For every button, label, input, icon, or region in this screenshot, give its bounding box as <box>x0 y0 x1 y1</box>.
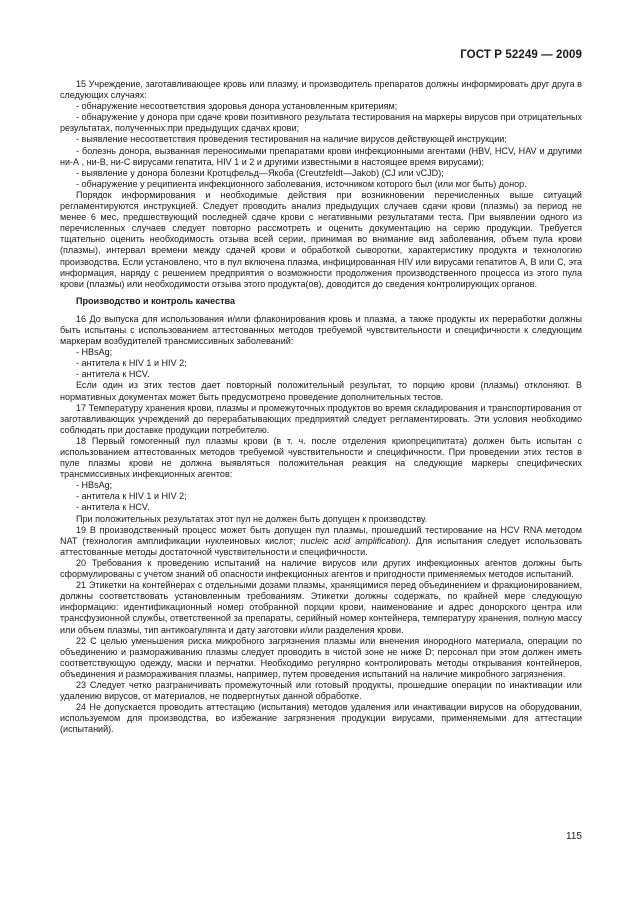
paragraph: 18 Первый гомогенный пул плазмы крови (в т. ч. после отделения криопреципитата) должен быть испытан с использованием аттестованных методов требуемой чувствительности и специфичности. При проведении этих тестов в пуле плазмы крови не должна выявляться положительная реакция на следующие маркеры специфических трансмиссивных инфекционных агентов: <box>60 435 582 480</box>
paragraph: 23 Следует четко разграничивать промежуточный или готовый продукты, прошедшие операции по инактивации или удалению вирусов, от материалов, не подвергнутых данной обработке. <box>60 679 582 702</box>
list-item: - выявление несоответствия проведения тестирования на наличие вирусов действующей инструкции; <box>76 134 507 145</box>
document-body <box>60 79 582 735</box>
paragraph: 16 До выпуска для использования и/или флаконирования кровь и плазма, а также продукты их переработки должны быть испытаны с использованием аттестованных методов требуемой чувствительности и специфичности к следующим маркерам возбудителей трансмиссивных заболеваний: <box>60 313 582 347</box>
list-item: - антитела к HCV. <box>76 502 150 513</box>
paragraph: 22 С целью уменьшения риска микробного загрязнения плазмы или вненения инородного материала, операции по объединению и размораживанию плазмы следует проводить в чистой зоне не ниже D; персонал при этом должен иметь соответствующую одежду, маски и перчатки. Необходимо регулярно контролировать методы открывания контейнеров, объединения и размораживания плазмы, например, путем проведения испытаний на наличие микробного загрязнения. <box>60 635 582 679</box>
paragraph: При положительных результатах этот пул не должен быть допущен к производству. <box>76 513 428 524</box>
paragraph: 15 Учреждение, заготавливающее кровь или плазму, и производитель препаратов должны информировать друг друга в следующих случаях: <box>60 79 582 101</box>
list-item: - обнаружение у донора при сдаче крови позитивного результата тестирования на маркеры вирусов при отрицательных результатах, полученных при предыдущих сдачах крови; <box>60 112 582 134</box>
list-item: - обнаружение у реципиента инфекционного заболевания, источником которого был (или мог быть) донор. <box>76 178 527 189</box>
paragraph: Порядок информирования и необходимые действия при возникновении перечисленных выше ситуаций регламентируются инструкцией. Следует проводить анализ предыдущих случаев сдачи крови (плазмы) за период не менее 6 мес, предшествующий последней сдаче крови с негативными результатами теста. При выявлении одного из перечисленных случаев следует повторно рассмотреть и оценить документацию на серию продукции. Требуется тщательно оценить необходимость отзыва всей серии, принимая во внимание вид заболевания, объем пула крови (плазмы), интервал времени между сдачей крови и обработкой сыворотки, характеристику продукта и технологию производства. Если установлено, что в пул включена плазма, инфицированная HIV или вирусами гепатитов А, В или С, эта информация, наряду с решением предприятия о возможности продолжения производственного процесса из этого пула крови (плазмы) или необходимости отзыва этого продукта(ов), доводится до сведения контролирующих органов. <box>60 189 582 289</box>
paragraph: 20 Требования к проведению испытаний на наличие вирусов или других инфекционных агентов должны быть сформулированы с учетом знаний об опасности инфекционных агентов и пригодности применяемых методов испытаний. <box>60 557 582 580</box>
section-heading: Производство и контроль качества <box>76 295 236 306</box>
list-item: - болезнь донора, вызванная переносимыми препаратами крови инфекционными агентами (HBV, HCV, HAV и другими ни-А , ни-В, ни-С вирусами гепатита, HIV 1 и 2 и другими известными в настоящее время вирусами); <box>60 145 582 167</box>
document-code: ГОСТ Р 52249 — 2009 <box>460 49 582 61</box>
paragraph: Если один из этих тестов дает повторный положительный результат, то порцию крови (плазмы) отклоняют. В нормативных документах может быть предусмотрено проведение дополнительных тестов. <box>60 380 582 402</box>
paragraph <box>60 525 582 558</box>
paragraph: 21 Этикетки на контейнерах с отдельными дозами плазмы, хранящимися перед объединением и фракционированием, должны соответствовать установленным требованиям. Этикетки должны содержать, по крайней мере следующую информацию: идентификационный номер отобранной порции крови, наименование и адрес донорского центра или трансфузионной службы, ответственной за препараты, серийный номер контейнера, температуру хранения, полную массу или объем плазмы, тип антикоагулянта и дату заготовки и/или разделения крови. <box>60 580 582 635</box>
list-item: - выявление у донора болезни Кротцфельд—Якоба (Creutzfeldt—Jakob) (CJ или vCJD); <box>76 167 444 178</box>
paragraph: 24 Не допускается проводить аттестацию (испытания) методов удаления или инактивации вирусов на оборудовании, используемом для производства, во избежание загрязнения продукции вирусами, применяемыми для аттестации (испытаний). <box>60 702 582 735</box>
paragraph: 17 Температуру хранения крови, плазмы и промежуточных продуктов во время складирования и транспортирования от заготавливающих учреждений до перерабатывающих предприятий следует регламентировать. Эти условия необходимо соблюдать при доставке продукции потребителю. <box>60 402 582 435</box>
paragraph-text: 19 В производственный процесс может быть допущен пул плазмы, прошедший тестирование на HCV RNA методом NAT (технология амплификации нуклеиновых кислот; <box>60 524 582 546</box>
list-item: - антитела к HIV 1 и HIV 2; <box>76 491 187 502</box>
page-number: 115 <box>566 831 582 842</box>
list-item: - HBsAg; <box>76 347 113 358</box>
list-item: - HBsAg; <box>76 480 113 491</box>
list-item: - антитела к HCV. <box>76 369 150 380</box>
list-item: - обнаружение несоответствия здоровья донора установленным критериям; <box>76 101 398 112</box>
paragraph-italic-term: nucleic acid amplification). <box>300 535 411 546</box>
paragraph-text: Для испытания следует использовать аттестованные методы достаточной чувствительности и специфичности. <box>60 535 582 557</box>
list-item: - антитела к HIV 1 и HIV 2; <box>76 358 187 369</box>
